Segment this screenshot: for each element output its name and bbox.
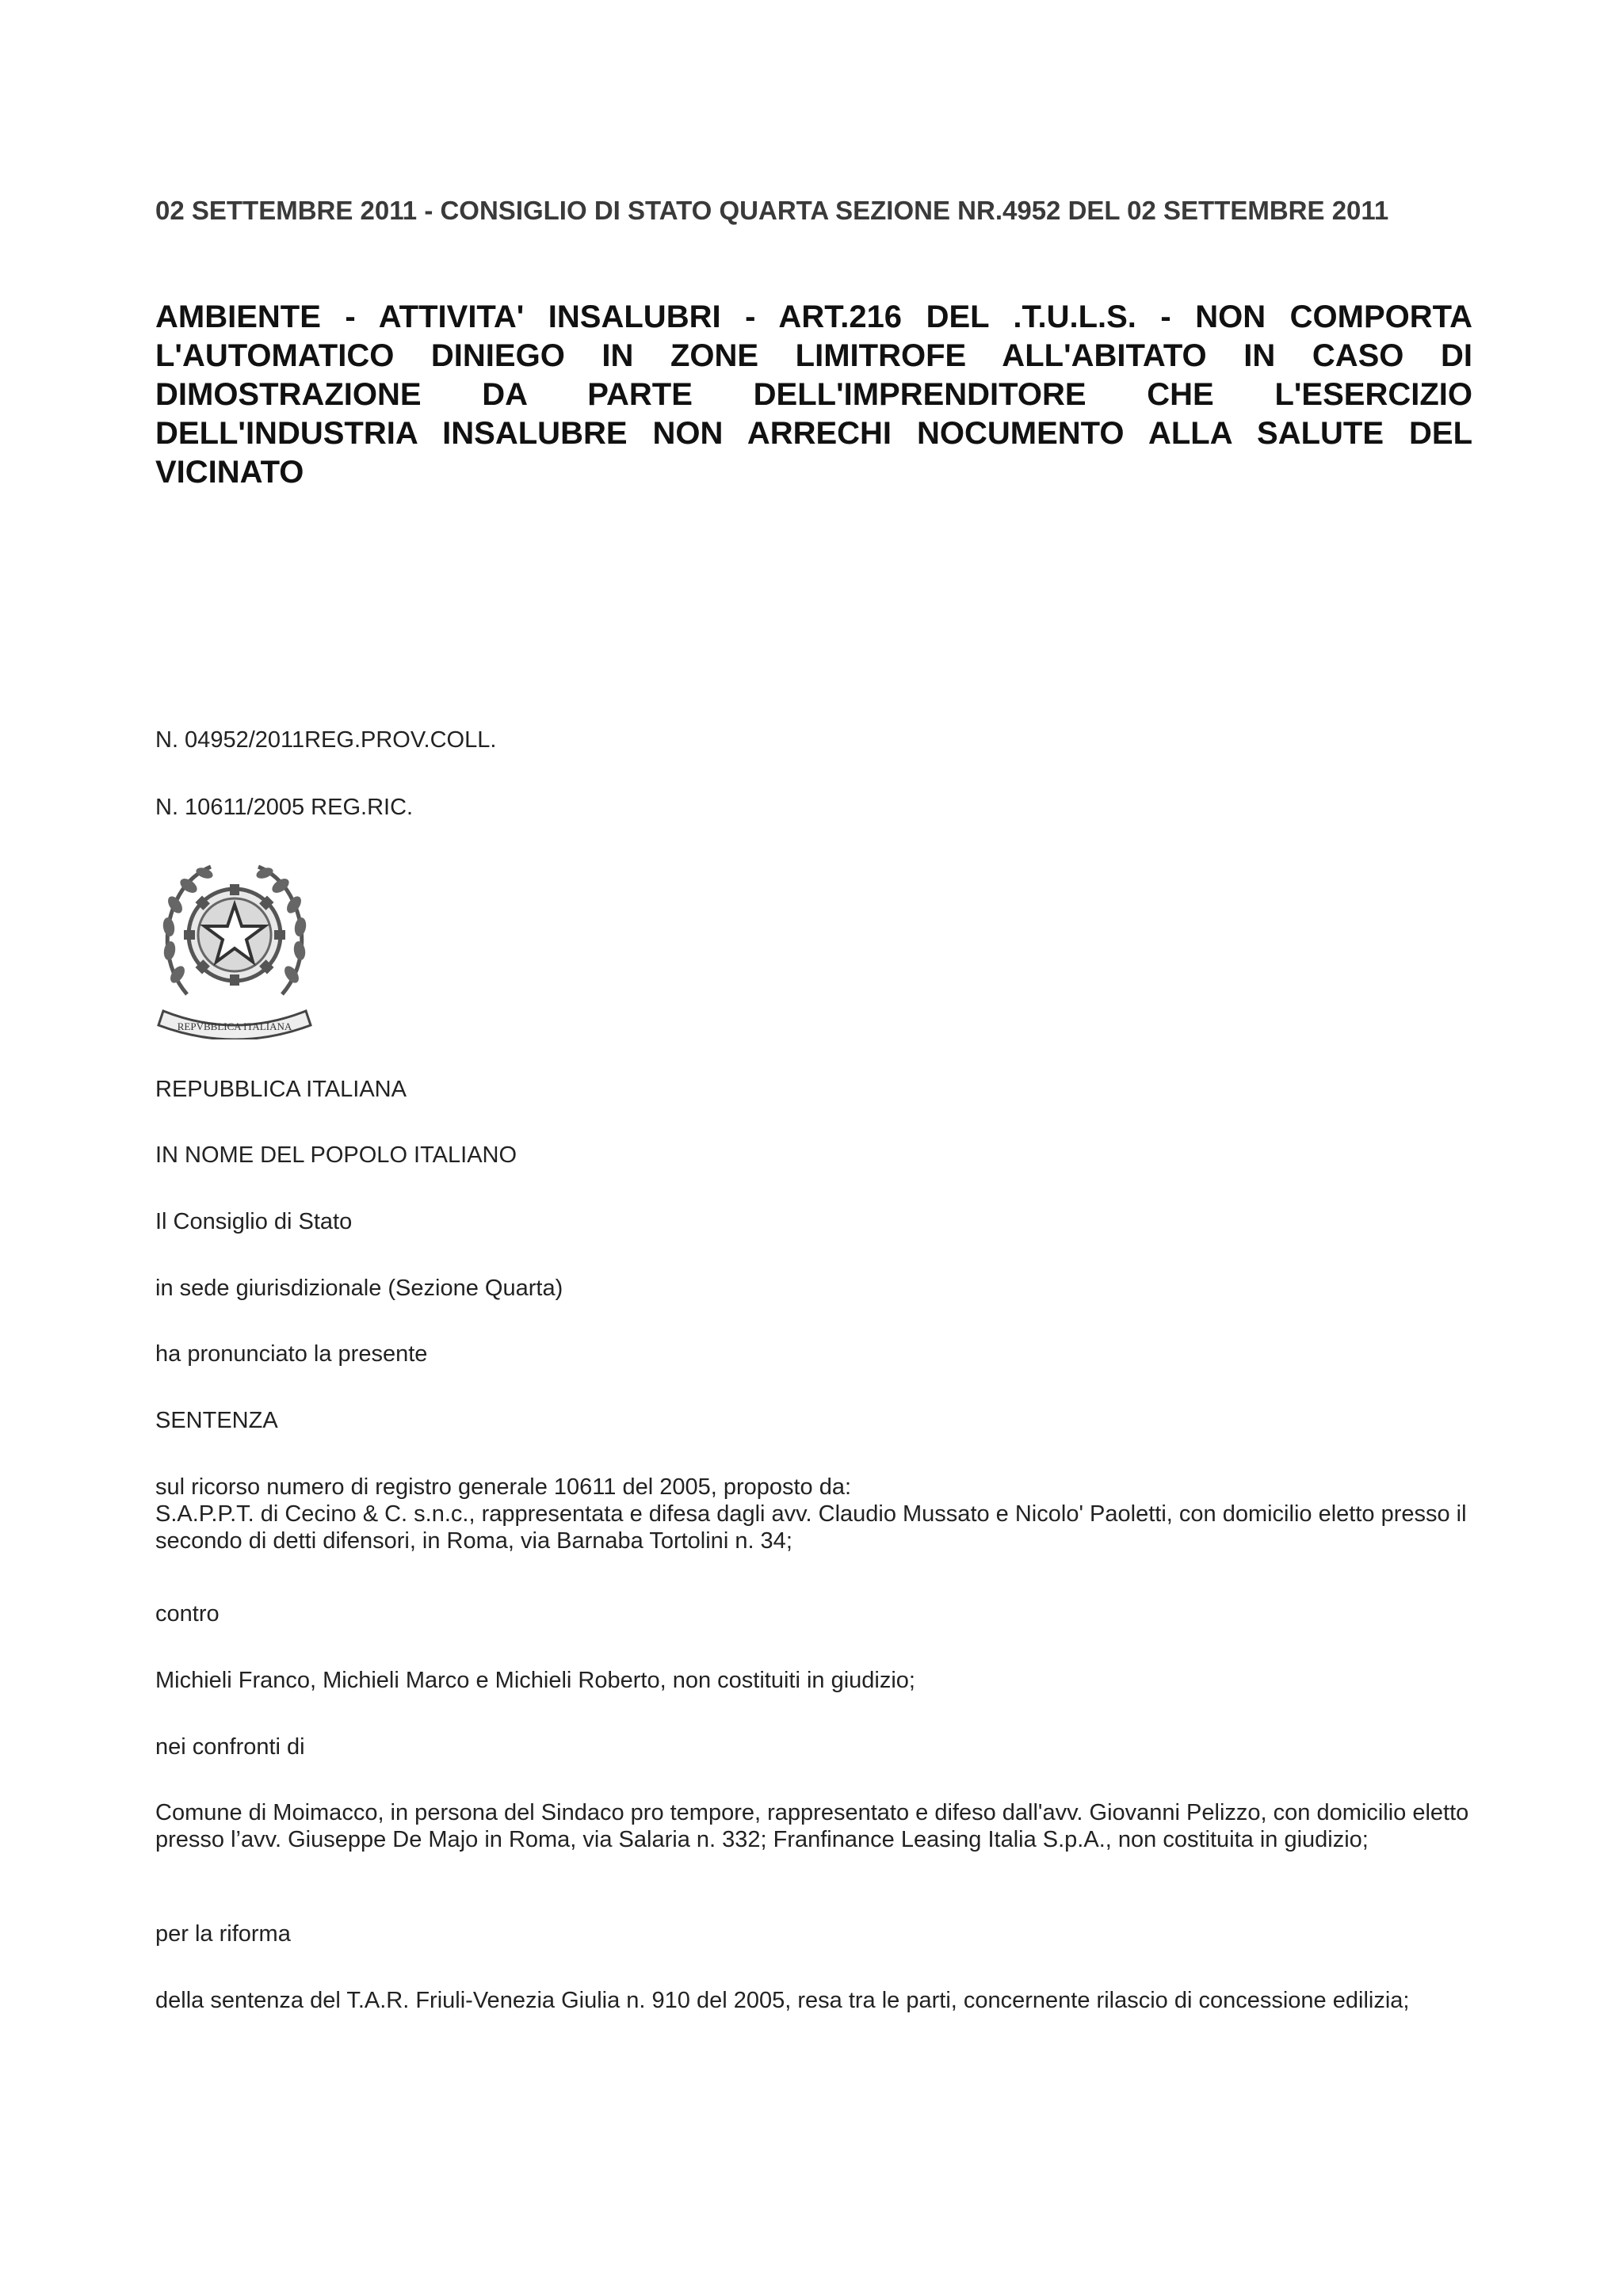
- judgment-paragraph: della sentenza del T.A.R. Friuli-Venezia Giulia n. 910 del 2005, resa tra le parti, concernente rilascio di concessione edilizia;: [155, 1988, 1410, 2013]
- sentence-heading: SENTENZA: [155, 1408, 278, 1433]
- republic-heading: REPUBBLICA ITALIANA: [155, 1077, 407, 1102]
- document-title: AMBIENTE - ATTIVITA' INSALUBRI - ART.216 DEL .T.U.L.S. - NON COMPORTA L'AUTOMATICO DINIEGO IN ZONE LIMITROFE ALL'ABITATO IN CASO DI DIMOSTRAZIONE DA PARTE DELL'IMPRENDITORE CHE L'ESERCIZIO DELL'INDUSTRIA INSALUBRE NON ARRECHI NOCUMENTO ALLA SALUTE DEL VICINATO: [155, 299, 1472, 490]
- appeal-line-1: sul ricorso numero di registro generale 10611 del 2005, proposto da:: [155, 1474, 852, 1500]
- seat-line: in sede giurisdizionale (Sezione Quarta): [155, 1276, 563, 1301]
- respondents-paragraph: Michieli Franco, Michieli Marco e Michieli Roberto, non costituiti in giudizio;: [155, 1668, 915, 1693]
- council-line: Il Consiglio di Stato: [155, 1209, 353, 1234]
- against-line: contro: [155, 1601, 220, 1627]
- appeal-paragraph: [155, 1474, 1487, 1554]
- towards-line: nei confronti di: [155, 1734, 305, 1760]
- reform-line: per la riforma: [155, 1921, 291, 1947]
- reference-reg-ric: N. 10611/2005 REG.RIC.: [155, 795, 414, 820]
- appeal-line-2: S.A.P.P.T. di Cecino & C. s.n.c., rappresentata e difesa dagli avv. Claudio Mussato e Nicolo' Paoletti, con domicilio eletto presso il secondo di detti difensori, in Roma, via Barnaba Tortolini n. 34;: [155, 1501, 1467, 1554]
- svg-text:REPVBBLICA ITALIANA: REPVBBLICA ITALIANA: [177, 1020, 292, 1032]
- repubblica-italiana-emblem-icon: [155, 856, 314, 1039]
- people-heading: IN NOME DEL POPOLO ITALIANO: [155, 1142, 517, 1168]
- municipality-paragraph: Comune di Moimacco, in persona del Sindaco pro tempore, rappresentato e difeso dall'avv. Giovanni Pelizzo, con domicilio eletto presso l’avv. Giuseppe De Majo in Roma, via Salaria n. 332; Franfinance Leasing Italia S.p.A., non costituita in giudizio;: [155, 1800, 1469, 1852]
- pronounced-line: ha pronunciato la presente: [155, 1341, 428, 1367]
- header-date-line: 02 SETTEMBRE 2011 - CONSIGLIO DI STATO QUARTA SEZIONE NR.4952 DEL 02 SETTEMBRE 2011: [155, 196, 1389, 225]
- reference-reg-prov: N. 04952/2011REG.PROV.COLL.: [155, 727, 497, 753]
